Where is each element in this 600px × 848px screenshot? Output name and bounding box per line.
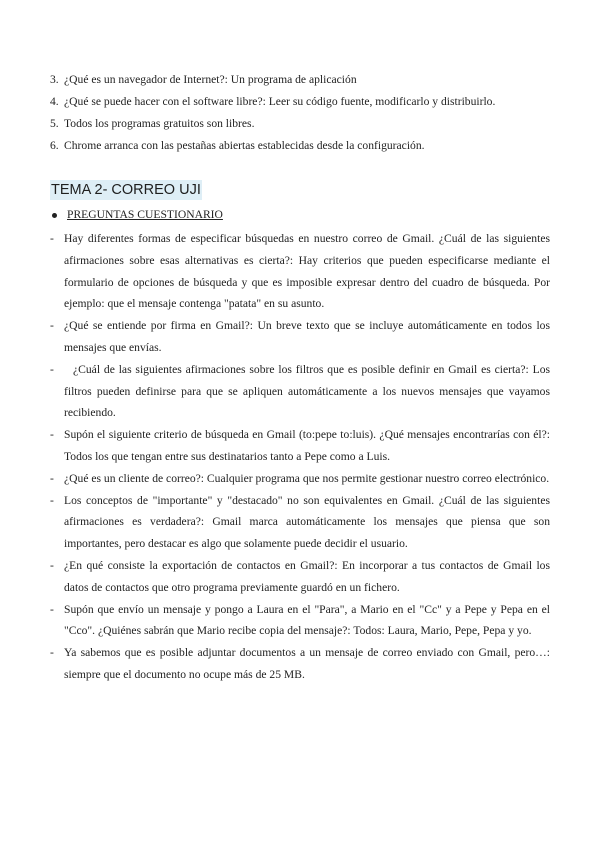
dash-marker: - [50, 558, 54, 572]
list-text: Chrome arranca con las pestañas abiertas establecidas desde la configuración. [64, 139, 425, 152]
dash-marker: - [50, 362, 54, 376]
question-item [50, 490, 550, 555]
question-text: Ya sabemos que es posible adjuntar documentos a un mensaje de correo enviado con Gmail, pero…: siempre que el documento no ocupe más de 25 MB. [64, 646, 550, 681]
question-item [50, 315, 550, 359]
section-heading: TEMA 2- CORREO UJI [51, 182, 201, 198]
subheading: PREGUNTAS CUESTIONARIO [67, 208, 223, 221]
question-text: ¿Qué se entiende por firma en Gmail?: Un breve texto que se incluye automáticamente en todos los mensajes que envías. [64, 319, 550, 354]
question-text: ¿Cuál de las siguientes afirmaciones sobre los filtros que es posible definir en Gmail es cierta?: Los filtros pueden definirse para que se apliquen automáticamente a los nuevos mensajes que vayamos recibiendo. [64, 362, 550, 420]
dash-marker: - [50, 471, 54, 485]
question-text: Los conceptos de "importante" y "destacado" no son equivalentes en Gmail. ¿Cuál de las siguientes afirmaciones es verdadera?: Gmail marca automáticamente los mensajes que piensa que son importantes, pero destacar es algo que solamente puede decidir el usuario. [64, 493, 550, 551]
list-text: Todos los programas gratuitos son libres. [64, 117, 255, 130]
dash-marker: - [50, 646, 54, 660]
numbered-list [50, 71, 550, 159]
list-number: 6. [50, 139, 59, 152]
list-number: 4. [50, 95, 59, 108]
bullet-item [50, 206, 223, 224]
question-text: Supón el siguiente criterio de búsqueda en Gmail (to:pepe to:luis). ¿Qué mensajes encontrarías con él?: Todos los que tengan entre sus destinatarios tanto a Pepe como a Luis. [64, 428, 550, 463]
question-item [50, 359, 550, 424]
list-number: 3. [50, 73, 59, 86]
question-text: Hay diferentes formas de especificar búsquedas en nuestro correo de Gmail. ¿Cuál de las siguientes afirmaciones sobre esas alternativas es cierta?: Hay criterios que pueden especificarse mediante el formulario de opciones de búsqueda y que es imposible expresar dentro del cuadro de búsqueda. Por ejemplo: que el mensaje contenga "patata" en su asunto. [64, 232, 550, 311]
bullet-icon [52, 213, 57, 218]
list-number: 5. [50, 117, 59, 130]
list-item [50, 137, 550, 159]
question-list [50, 228, 550, 686]
question-item [50, 424, 550, 468]
question-item [50, 468, 550, 490]
question-item [50, 599, 550, 643]
dash-marker: - [50, 319, 54, 333]
list-item [50, 71, 550, 93]
dash-marker: - [50, 232, 54, 245]
dash-marker: - [50, 428, 54, 442]
list-text: ¿Qué se puede hacer con el software libre?: Leer su código fuente, modificarlo y distribuirlo. [64, 95, 496, 108]
question-text: Supón que envío un mensaje y pongo a Laura en el "Para", a Mario en el "Cc" y a Pepe y Pepa en el "Cco". ¿Quiénes sabrán que Mario recibe copia del mensaje?: Todos: Laura, Mario, Pepe, Pepa y yo. [64, 602, 550, 638]
question-text: ¿En qué consiste la exportación de contactos en Gmail?: En incorporar a tus contactos de Gmail los datos de contactos que otro programa previamente guardó en un fichero. [64, 558, 550, 594]
list-text: ¿Qué es un navegador de Internet?: Un programa de aplicación [64, 73, 357, 86]
question-text: ¿Qué es un cliente de correo?: Cualquier programa que nos permite gestionar nuestro correo electrónico. [64, 471, 550, 485]
dash-marker: - [50, 602, 54, 616]
list-item [50, 115, 550, 137]
question-item [50, 228, 550, 315]
list-item [50, 93, 550, 115]
dash-marker: - [50, 493, 54, 507]
question-item [50, 555, 550, 599]
question-item [50, 642, 550, 686]
